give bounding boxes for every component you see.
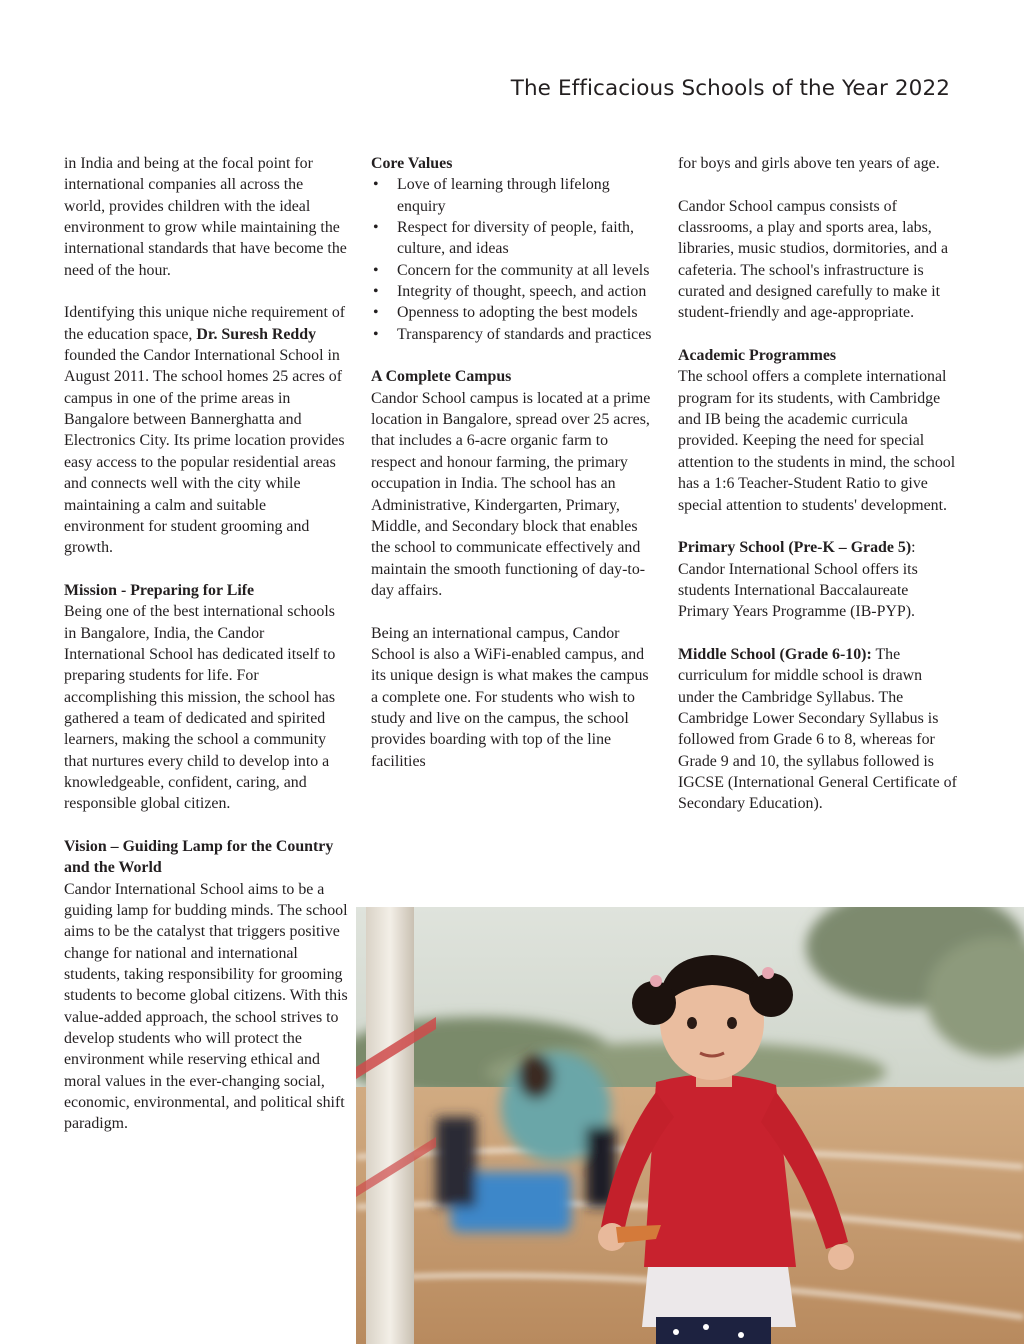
middle-heading: Middle School (Grade 6-10): <box>678 645 872 663</box>
bullet-icon: • <box>373 219 379 237</box>
paragraph-founder <box>64 302 348 558</box>
core-value-text: Openness to adopting the best models <box>397 304 638 322</box>
bullet-icon: • <box>373 261 379 279</box>
paragraph-wifi: Being an international campus, Candor School is also a WiFi-enabled campus, and its unique design is what makes the campus a complete one. For students who wish to study and live on the campus, the school provides boarding with top of the line facilities <box>371 624 649 770</box>
core-value-text: Integrity of thought, speech, and action <box>397 283 647 301</box>
paragraph-intro-continued: in India and being at the focal point for international companies all across the world, provides children with the ideal environment to grow while maintaining the international standards that have become the need of the hour. <box>64 155 347 279</box>
bullet-icon: • <box>373 325 379 343</box>
primary-heading: Primary School (Pre-K – Grade 5) <box>678 539 912 557</box>
section-mission <box>64 580 348 815</box>
mission-heading: Mission - Preparing for Life <box>64 581 255 599</box>
core-value-text: Respect for diversity of people, faith, culture, and ideas <box>397 219 634 258</box>
campus-heading: A Complete Campus <box>371 368 512 386</box>
list-item <box>371 260 655 281</box>
section-vision <box>64 836 348 1135</box>
list-item <box>371 302 655 323</box>
column-2 <box>371 153 655 793</box>
photo-girl-running-on-track <box>356 907 1024 1344</box>
paragraph-infrastructure: Candor School campus consists of classrooms, a play and sports area, labs, libraries, music studios, dormitories, and a cafeteria. The school's infrastructure is curated and designed carefully to make it student-friendly and age-appropriate. <box>678 197 949 322</box>
primary-colon: : <box>911 539 916 557</box>
mission-text: Being one of the best international schools in Bangalore, India, the Candor International School has dedicated itself to preparing students for life. For accomplishing this mission, the school has gathered a team of dedicated and spirited learners, making the school a community that nurtures every child to develop into a knowledgeable, confident, caring, and responsible global citizen. <box>64 603 336 813</box>
photo-illustration <box>356 907 1024 1344</box>
bullet-icon: • <box>373 304 379 322</box>
campus-text: Candor School campus is located at a prime location in Bangalore, spread over 25 acres, that includes a 6-acre organic farm to respect and honour farming, the primary occupation in India. The school has an Administrative, Kindergarten, Primary, Middle, and Secondary block that enables the school to communicate effectively and maintain the smooth functioning of day-to-day affairs. <box>371 389 651 599</box>
academic-text: The school offers a complete international program for its students, with Cambridge and IB being the academic curricula provided. Keeping the need for special attention to the students in mind, the school has a 1:6 Teacher-Student Ratio to give special attention to students' development. <box>678 368 956 514</box>
vision-text: Candor International School aims to be a guiding lamp for budding minds. The school aims to be the catalyst that triggers positive change for national and international students, taking responsibility for grooming students to become global citizens. With this value-added approach, the school strives to develop students who will protect the environment while reserving ethical and moral values in the ever-changing social, economic, environmental, and political shift paradigm. <box>64 880 348 1133</box>
paragraph-boarding-continued: for boys and girls above ten years of age. <box>678 155 940 172</box>
founder-name: Dr. Suresh Reddy <box>196 325 317 343</box>
section-academic <box>678 345 962 516</box>
column-1 <box>64 153 348 1156</box>
list-item <box>371 174 655 217</box>
founder-text-pre: Identifying this unique niche requirement of the education space, <box>64 304 346 343</box>
section-campus <box>371 366 655 601</box>
bullet-icon: • <box>373 283 379 301</box>
vision-heading: Vision – Guiding Lamp for the Country and the World <box>64 838 334 877</box>
core-values-heading: Core Values <box>371 155 453 172</box>
list-item <box>371 324 655 345</box>
academic-heading: Academic Programmes <box>678 347 837 365</box>
core-values-list <box>371 174 655 345</box>
list-item <box>371 217 655 260</box>
founder-text-post: founded the Candor International School in August 2011. The school homes 25 acres of campus in one of the prime areas in Bangalore between Bannerghatta and Electronics City. Its prime location provides easy access to the popular residential areas and connects well with the city while maintaining a calm and suitable environment for student grooming and growth. <box>64 347 345 557</box>
middle-text: The curriculum for middle school is drawn under the Cambridge Syllabus. The Cambridge Lower Secondary Syllabus is followed from Grade 6 to 8, whereas for Grade 9 and 10, the syllabus followed is IGCSE (International General Certificate of Secondary Education). <box>678 645 957 813</box>
core-value-text: Transparency of standards and practices <box>397 325 652 343</box>
section-middle <box>678 644 962 815</box>
primary-text: Candor International School offers its students International Baccalaureate Primary Years Programme (IB-PYP). <box>678 560 918 621</box>
page-header-title: The Efficacious Schools of the Year 2022 <box>510 76 950 101</box>
list-item <box>371 281 655 302</box>
column-3 <box>678 153 962 836</box>
core-value-text: Love of learning through lifelong enquiry <box>397 176 610 215</box>
bullet-icon: • <box>373 176 379 194</box>
section-primary <box>678 537 962 622</box>
core-value-text: Concern for the community at all levels <box>397 261 650 279</box>
